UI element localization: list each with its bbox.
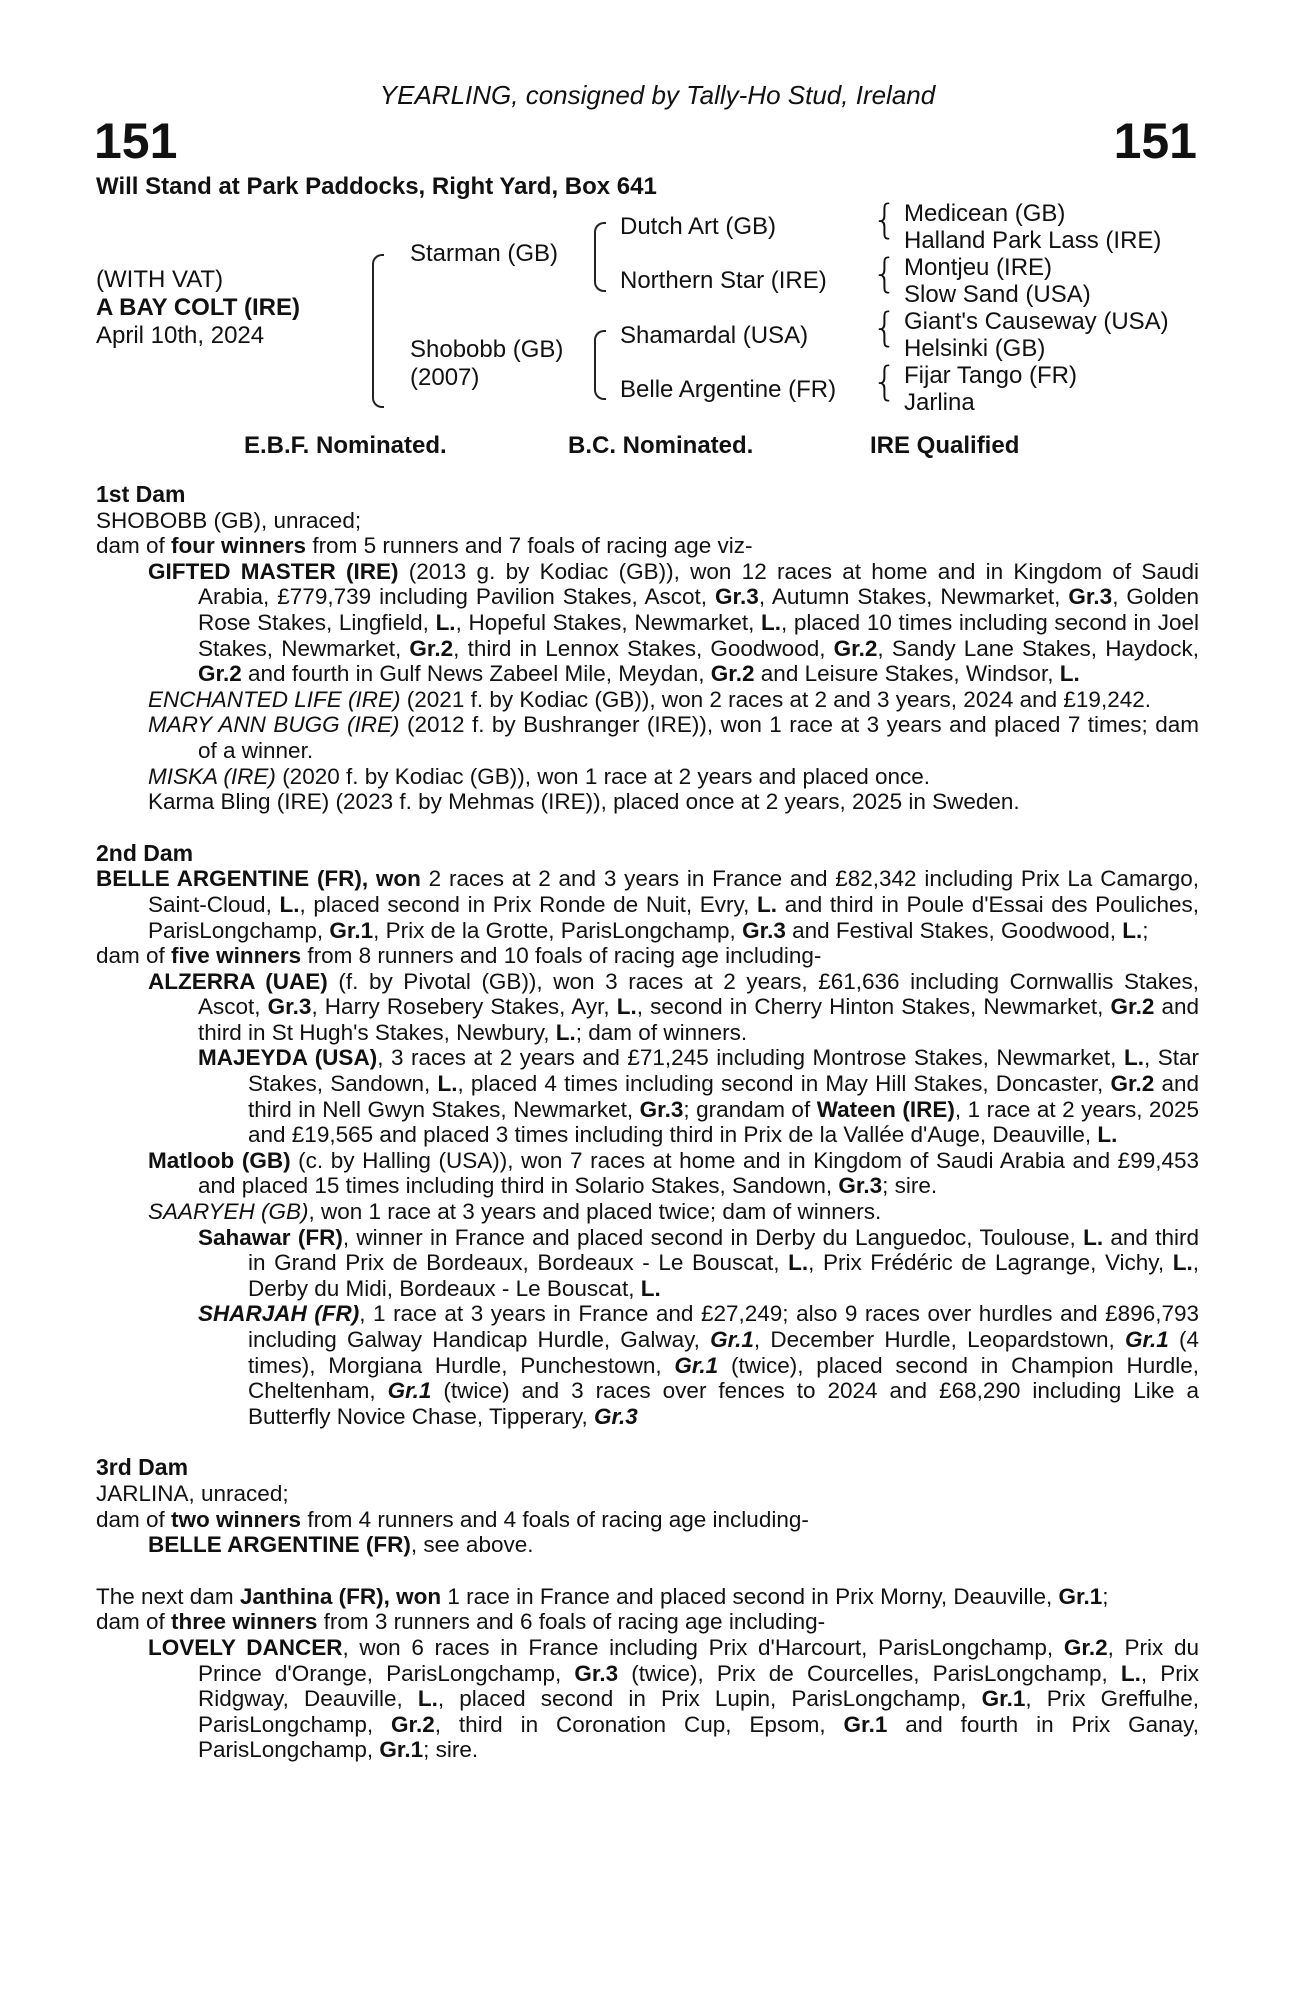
bracket-sire: [594, 222, 606, 292]
ggp-8: Jarlina: [904, 389, 975, 416]
ggp-3: Montjeu (IRE): [904, 254, 1053, 281]
progeny-belle-argentine: BELLE ARGENTINE (FR), see above.: [148, 1532, 534, 1558]
first-dam-produce: dam of four winners from 5 runners and 7 foals of racing age viz-: [96, 533, 753, 559]
ggp-5: Giant's Causeway (USA): [904, 308, 1169, 335]
next-dam-record: The next dam Janthina (FR), won 1 race in France and placed second in Prix Morny, Deauville, Gr.1;: [96, 1583, 1109, 1609]
first-dam-heading: 1st Dam: [96, 481, 186, 507]
sire-name: Starman (GB): [410, 240, 559, 267]
progeny-alzerra: ALZERRA (UAE) (f. by Pivotal (GB)), won 3 races at 2 years, £61,636 including Cornwallis Stakes, Ascot, Gr.3, Harry Rosebery Stakes, Ayr, L., second in Cherry Hinton Stakes, Newmarket, Gr.2 and third in St Hugh's Stakes, Newbury, L.; dam of winners.: [148, 968, 1199, 1045]
progeny-matloob: Matloob (GB) (c. by Halling (USA)), won 7 races at home and in Kingdom of Saudi Arabia and £99,453 and placed 15 times including third in Solario Stakes, Sandown, Gr.3; sire.: [148, 1147, 1200, 1199]
progeny-saaryeh: SAARYEH (GB), won 1 race at 3 years and placed twice; dam of winners.: [148, 1199, 882, 1225]
stand-location: Will Stand at Park Paddocks, Right Yard, Box 641: [96, 173, 657, 200]
first-dam-name: SHOBOBB (GB), unraced;: [96, 507, 362, 533]
next-dam-produce: dam of three winners from 3 runners and 6 foals of racing age including-: [96, 1609, 826, 1635]
progeny-lovely-dancer: LOVELY DANCER, won 6 races in France including Prix d'Harcourt, ParisLongchamp, Gr.2, Prix du Prince d'Orange, ParisLongchamp, Gr.3 (twice), Prix de Courcelles, ParisLongchamp, L., Prix Ridgway, Deauville, L., placed second in Prix Lupin, ParisLongchamp, Gr.1, Prix Greffulhe, ParisLongchamp, Gr.2, third in Coronation Cup, Epsom, Gr.1 and fourth in Prix Ganay, ParisLongchamp, Gr.1; sire.: [148, 1634, 1200, 1763]
dam-dam: Belle Argentine (FR): [620, 376, 837, 403]
sire-dam: Northern Star (IRE): [620, 267, 827, 294]
dam-name: Shobobb (GB): [410, 336, 564, 363]
bracket-parents: [372, 254, 384, 408]
lot-number-left: 151: [94, 113, 178, 169]
ggp-2: Halland Park Lass (IRE): [904, 227, 1162, 254]
sire-sire: Dutch Art (GB): [620, 213, 777, 240]
dam-sire: Shamardal (USA): [620, 322, 809, 349]
progeny-sharjah: SHARJAH (FR), 1 race at 3 years in France and £27,249; also 9 races over hurdles and £896,793 including Galway Handicap Hurdle, Galway, Gr.1, December Hurdle, Leopardstown, Gr.1 (4 times), Morgiana Hurdle, Punchestown, Gr.1 (twice), placed second in Champion Hurdle, Cheltenham, Gr.1 (twice) and 3 races over fences to 2024 and £68,290 including Like a Butterfly Novice Chase, Tipperary, Gr.3: [198, 1301, 1199, 1429]
ggp-6: Helsinki (GB): [904, 335, 1046, 362]
catalogue-body: [96, 482, 1199, 1763]
ggp-4: Slow Sand (USA): [904, 281, 1091, 308]
foaling-date: April 10th, 2024: [96, 322, 265, 349]
second-dam-heading: 2nd Dam: [96, 839, 194, 866]
ggp-1: Medicean (GB): [904, 200, 1066, 227]
consignor-line: YEARLING, consigned by Tally-Ho Stud, Ireland: [379, 80, 936, 110]
ebf-nomination: E.B.F. Nominated.: [244, 432, 447, 459]
second-dam-record: BELLE ARGENTINE (FR), won 2 races at 2 and 3 years in France and £82,342 including Prix La Camargo, Saint-Cloud, L., placed second in Prix Ronde de Nuit, Evry, L. and third in Poule d'Essai des Pouliches, ParisLongchamp, Gr.1, Prix de la Grotte, ParisLongchamp, Gr.3 and Festival Stakes, Goodwood, L.;: [96, 866, 1199, 943]
bc-nomination: B.C. Nominated.: [568, 432, 754, 459]
second-dam-produce: dam of five winners from 8 runners and 10 foals of racing age including-: [96, 943, 822, 969]
bracket-dam: [594, 330, 606, 400]
progeny-majeyda: MAJEYDA (USA), 3 races at 2 years and £71,245 including Montrose Stakes, Newmarket, L., Star Stakes, Sandown, L., placed 4 times including second in May Hill Stakes, Doncaster, Gr.2 and third in Nell Gwyn Stakes, Newmarket, Gr.3; grandam of Wateen (IRE), 1 race at 2 years, 2025 and £19,565 and placed 3 times including third in Prix de la Vallée d'Auge, Deauville, L.: [198, 1045, 1199, 1148]
progeny-karma-bling: Karma Bling (IRE) (2023 f. by Mehmas (IRE)), placed once at 2 years, 2025 in Sweden.: [148, 789, 1020, 815]
progeny-gifted-master: GIFTED MASTER (IRE) (2013 g. by Kodiac (GB)), won 12 races at home and in Kingdom of Saudi Arabia, £779,739 including Pavilion Stakes, Ascot, Gr.3, Autumn Stakes, Newmarket, Gr.3, Golden Rose Stakes, Lingfield, L., Hopeful Stakes, Newmarket, L., placed 10 times including second in Joel Stakes, Newmarket, Gr.2, third in Lennox Stakes, Goodwood, Gr.2, Sandy Lane Stakes, Haydock, Gr.2 and fourth in Gulf News Zabeel Mile, Meydan, Gr.2 and Leisure Stakes, Windsor, L.: [148, 558, 1199, 687]
progeny-sahawar: Sahawar (FR), winner in France and placed second in Derby du Languedoc, Toulouse, L. and third in Grand Prix de Bordeaux, Bordeaux - Le Bouscat, L., Prix Frédéric de Lagrange, Vichy, L., Derby du Midi, Bordeaux - Le Bouscat, L.: [198, 1224, 1200, 1301]
third-dam-name: JARLINA, unraced;: [96, 1480, 289, 1506]
vat-note: (WITH VAT): [96, 266, 224, 293]
third-dam-produce: dam of two winners from 4 runners and 4 foals of racing age including-: [96, 1506, 809, 1532]
progeny-miska: MISKA (IRE) (2020 f. by Kodiac (GB)), won 1 race at 2 years and placed once.: [148, 763, 931, 789]
subject-name: A BAY COLT (IRE): [96, 294, 301, 321]
ggp-7: Fijar Tango (FR): [904, 362, 1077, 389]
dam-year: (2007): [410, 364, 480, 391]
lot-number-right: 151: [1113, 113, 1197, 169]
third-dam-heading: 3rd Dam: [96, 1454, 189, 1481]
progeny-enchanted-life: ENCHANTED LIFE (IRE) (2021 f. by Kodiac (GB)), won 2 races at 2 and 3 years, 2024 and £19,242.: [148, 686, 1151, 712]
ire-qualified: IRE Qualified: [870, 432, 1020, 459]
progeny-mary-ann-bugg: MARY ANN BUGG (IRE) (2012 f. by Bushranger (IRE)), won 1 race at 3 years and placed 7 times; dam of a winner.: [148, 712, 1199, 763]
